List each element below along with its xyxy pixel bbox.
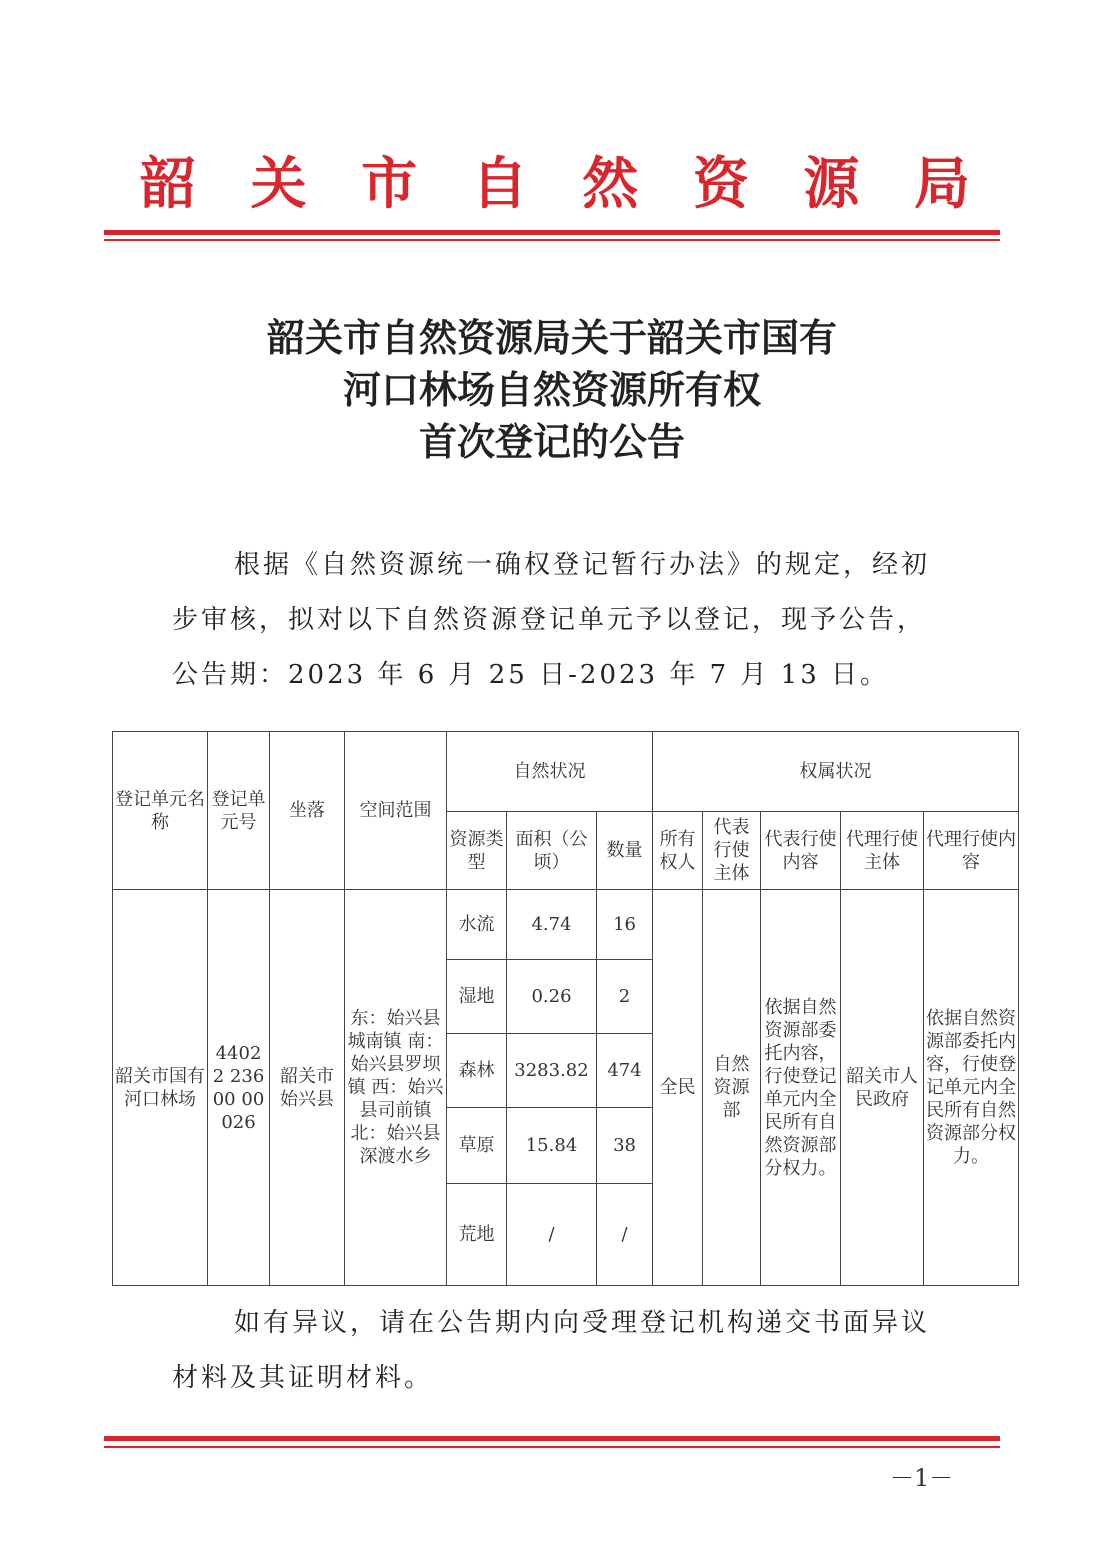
header-red-rule-thin bbox=[104, 239, 1000, 241]
header-unit-name: 登记单元名称 bbox=[113, 732, 208, 890]
cell-area: / bbox=[507, 1184, 597, 1286]
cell-location: 韶关市始兴县 bbox=[270, 890, 345, 1286]
cell-resource-type: 湿地 bbox=[447, 960, 507, 1034]
title-line: 河口林场自然资源所有权 bbox=[342, 367, 761, 412]
header-spatial-range: 空间范围 bbox=[345, 732, 447, 890]
cell-rep-content: 依据自然资源部委托内容，行使登记单元内全民所有自然资源部分权力。 bbox=[761, 890, 841, 1286]
cell-agent-content: 依据自然资源部委托内容，行使登记单元内全民所有自然资源部分权力。 bbox=[924, 890, 1019, 1286]
paragraph-line: 如有异议，请在公告期内向受理登记机构递交书面异议 bbox=[234, 1308, 931, 1338]
paragraph-line: 步审核，拟对以下自然资源登记单元予以登记，现予公告， bbox=[172, 605, 927, 635]
cell-resource-type: 水流 bbox=[447, 890, 507, 960]
masthead-char: 自 bbox=[471, 151, 528, 217]
cell-area: 3283.82 bbox=[507, 1034, 597, 1108]
cell-area: 0.26 bbox=[507, 960, 597, 1034]
registration-table bbox=[112, 731, 1019, 1286]
closing-paragraph bbox=[172, 1296, 962, 1406]
cell-quantity: 38 bbox=[597, 1108, 653, 1184]
header-quantity: 数量 bbox=[597, 812, 653, 890]
intro-paragraph bbox=[172, 538, 962, 703]
cell-spatial-range: 东：始兴县城南镇 南：始兴县罗坝镇 西：始兴县司前镇 北：始兴县深渡水乡 bbox=[345, 890, 447, 1286]
cell-owner: 全民 bbox=[653, 890, 703, 1286]
document-title bbox=[104, 312, 1000, 468]
header-rep-subject: 代表行使主体 bbox=[703, 812, 761, 890]
issuing-authority-masthead bbox=[140, 148, 970, 220]
paragraph-line: 根据《自然资源统一确权登记暂行办法》的规定，经初 bbox=[234, 550, 931, 580]
paragraph-line: 材料及其证明材料。 bbox=[172, 1363, 434, 1393]
header-red-rule-thick bbox=[104, 230, 1000, 235]
header-agent-content: 代理行使内容 bbox=[924, 812, 1019, 890]
header-rep-content: 代表行使内容 bbox=[761, 812, 841, 890]
header-natural-status: 自然状况 bbox=[447, 732, 653, 812]
cell-resource-type: 森林 bbox=[447, 1034, 507, 1108]
footer-red-rule-thin bbox=[104, 1446, 1000, 1448]
cell-area: 15.84 bbox=[507, 1108, 597, 1184]
cell-quantity: 2 bbox=[597, 960, 653, 1034]
title-line: 韶关市自然资源局关于韶关市国有 bbox=[266, 315, 837, 360]
header-resource-type: 资源类型 bbox=[447, 812, 507, 890]
cell-rep-subject: 自然资源部 bbox=[703, 890, 761, 1286]
masthead-char: 源 bbox=[803, 151, 860, 217]
cell-unit-name: 韶关市国有河口林场 bbox=[113, 890, 208, 1286]
page-number: －1－ bbox=[890, 1464, 954, 1492]
header-ownership-status: 权属状况 bbox=[653, 732, 1019, 812]
masthead-char: 局 bbox=[913, 151, 970, 217]
cell-quantity: 474 bbox=[597, 1034, 653, 1108]
masthead-char: 然 bbox=[582, 151, 639, 217]
cell-resource-type: 草原 bbox=[447, 1108, 507, 1184]
header-area: 面积（公顷） bbox=[507, 812, 597, 890]
title-line: 首次登记的公告 bbox=[418, 419, 685, 464]
masthead-char: 市 bbox=[361, 151, 418, 217]
cell-resource-type: 荒地 bbox=[447, 1184, 507, 1286]
cell-quantity: / bbox=[597, 1184, 653, 1286]
footer-red-rule-thick bbox=[104, 1436, 1000, 1441]
masthead-char: 关 bbox=[250, 151, 307, 217]
cell-quantity: 16 bbox=[597, 890, 653, 960]
paragraph-line: 公告期：2023 年 6 月 25 日-2023 年 7 月 13 日。 bbox=[172, 660, 890, 690]
header-agent-subject: 代理行使主体 bbox=[841, 812, 924, 890]
cell-unit-no: 44022 23600 00026 bbox=[208, 890, 270, 1286]
header-location: 坐落 bbox=[270, 732, 345, 890]
cell-area: 4.74 bbox=[507, 890, 597, 960]
cell-agent-subject: 韶关市人民政府 bbox=[841, 890, 924, 1286]
header-unit-no: 登记单元号 bbox=[208, 732, 270, 890]
masthead-char: 韶 bbox=[140, 151, 196, 217]
header-owner: 所有权人 bbox=[653, 812, 703, 890]
masthead-char: 资 bbox=[692, 151, 749, 217]
